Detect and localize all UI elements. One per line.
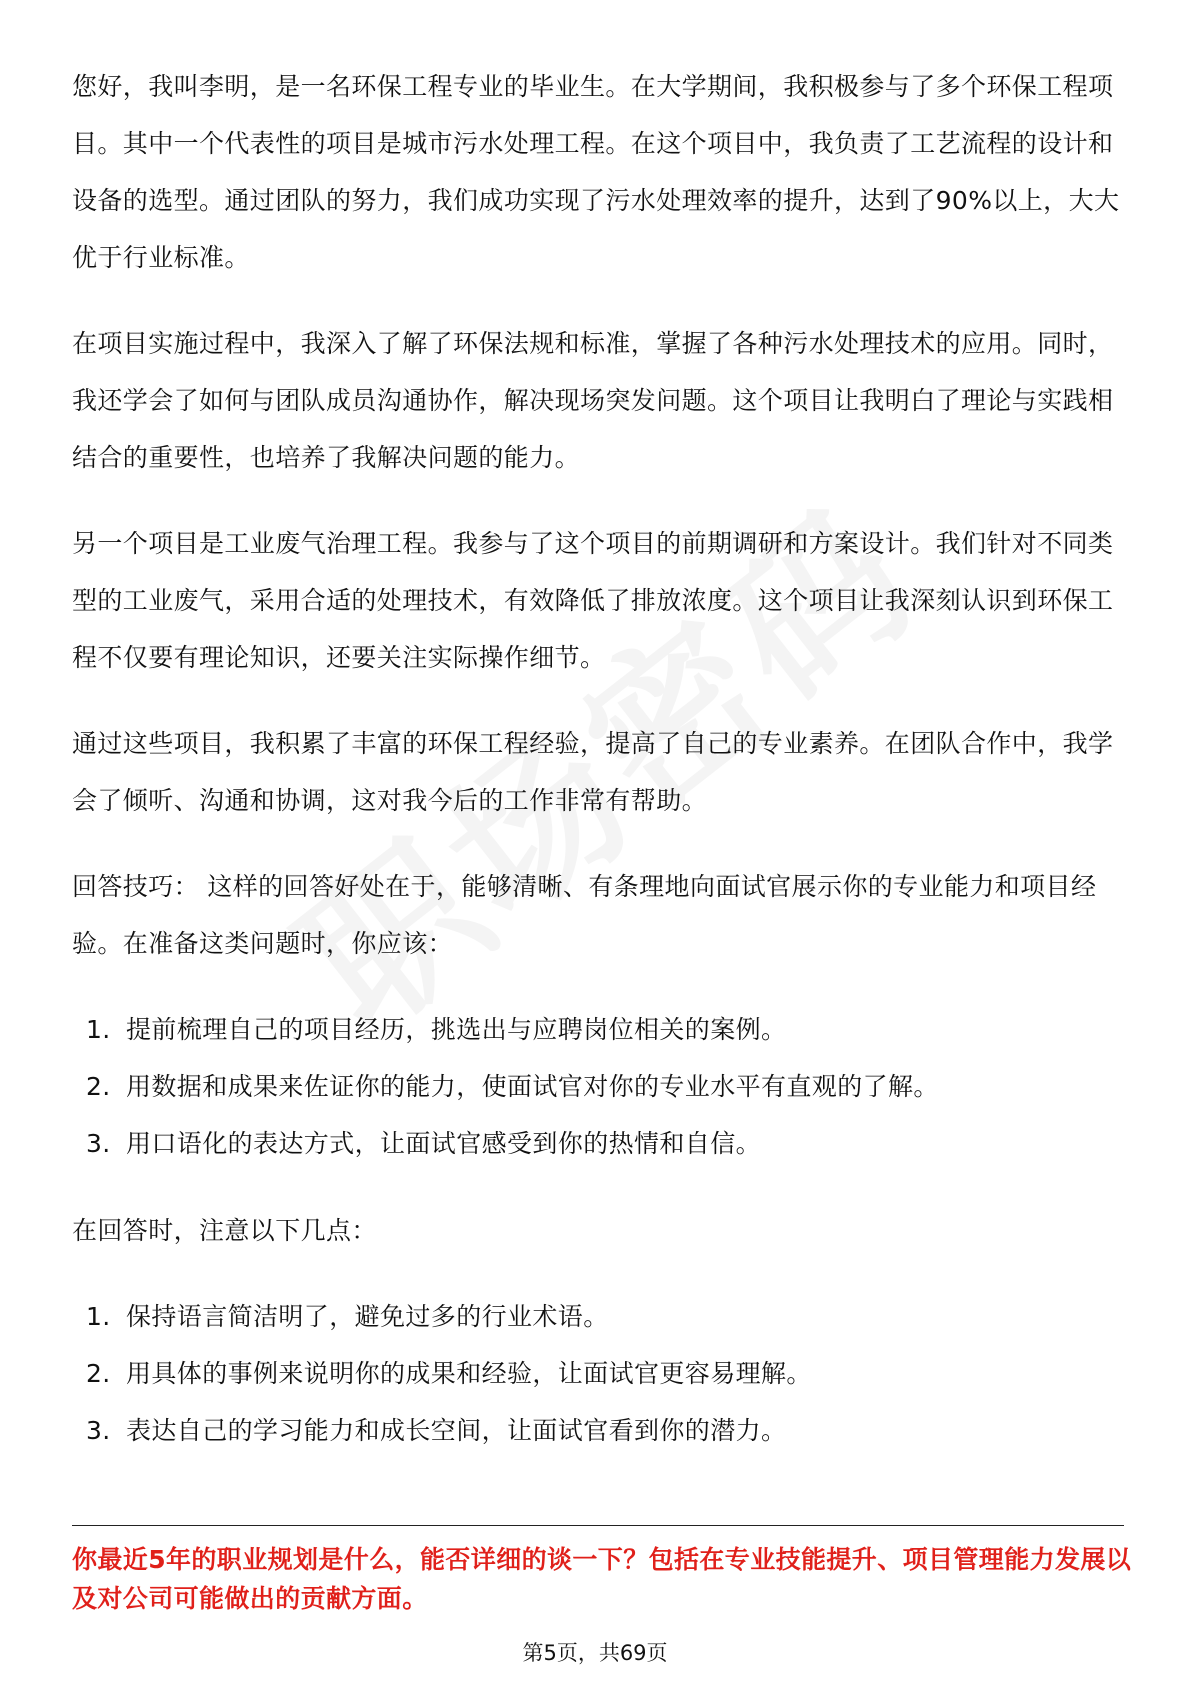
list-item-number: 2. <box>86 1072 111 1101</box>
list-item-number: 1. <box>86 1015 111 1044</box>
list-item-number: 1. <box>86 1302 111 1331</box>
list-item-text: 保持语言简洁明了，避免过多的行业术语。 <box>126 1302 609 1331</box>
list-item <box>72 1115 1122 1172</box>
tips-list <box>72 1001 1122 1172</box>
list-item <box>72 1402 1122 1459</box>
list-item-text: 提前梳理自己的项目经历，挑选出与应聘岗位相关的案例。 <box>126 1015 787 1044</box>
list-item <box>72 1288 1122 1345</box>
paragraph-notes-intro: 在回答时，注意以下几点： <box>72 1216 377 1245</box>
list-item <box>72 1345 1122 1402</box>
page-number-footer: 第5页，共69页 <box>522 1641 668 1665</box>
list-item-text: 用口语化的表达方式，让面试官感受到你的热情和自信。 <box>126 1129 762 1158</box>
page-content <box>72 58 1122 1489</box>
list-item-text: 用具体的事例来说明你的成果和经验，让面试官更容易理解。 <box>126 1359 812 1388</box>
list-item <box>72 1001 1122 1058</box>
paragraph-summary: 通过这些项目，我积累了丰富的环保工程经验，提高了自己的专业素养。在团队合作中，我学会了倾听、沟通和协调，这对我今后的工作非常有帮助。 <box>72 729 1114 815</box>
paragraph-intro: 您好，我叫李明，是一名环保工程专业的毕业生。在大学期间，我积极参与了多个环保工程项目。其中一个代表性的项目是城市污水处理工程。在这个项目中，我负责了工艺流程的设计和设备的选型。通过团队的努力，我们成功实现了污水处理效率的提升，达到了90%以上，大大优于行业标准。 <box>72 72 1120 272</box>
list-item-text: 用数据和成果来佐证你的能力，使面试官对你的专业水平有直观的了解。 <box>126 1072 939 1101</box>
list-item-number: 3. <box>86 1129 111 1158</box>
section-divider <box>72 1525 1124 1526</box>
list-item-number: 2. <box>86 1359 111 1388</box>
paragraph-answer-tips: 回答技巧： 这样的回答好处在于，能够清晰、有条理地向面试官展示你的专业能力和项目经验。在准备这类问题时，你应该： <box>72 872 1097 958</box>
paragraph-second-project: 另一个项目是工业废气治理工程。我参与了这个项目的前期调研和方案设计。我们针对不同类型的工业废气，采用合适的处理技术，有效降低了排放浓度。这个项目让我深刻认识到环保工程不仅要有理论知识，还要关注实际操作细节。 <box>72 529 1114 672</box>
notes-list <box>72 1288 1122 1459</box>
next-question-heading: 你最近5年的职业规划是什么，能否详细的谈一下？包括在专业技能提升、项目管理能力发展以及对公司可能做出的贡献方面。 <box>72 1545 1132 1613</box>
list-item-number: 3. <box>86 1416 111 1445</box>
list-item <box>72 1058 1122 1115</box>
paragraph-implementation: 在项目实施过程中，我深入了解了环保法规和标准，掌握了各种污水处理技术的应用。同时，我还学会了如何与团队成员沟通协作，解决现场突发问题。这个项目让我明白了理论与实践相结合的重要性，也培养了我解决问题的能力。 <box>72 329 1114 472</box>
list-item-text: 表达自己的学习能力和成长空间，让面试官看到你的潜力。 <box>126 1416 787 1445</box>
